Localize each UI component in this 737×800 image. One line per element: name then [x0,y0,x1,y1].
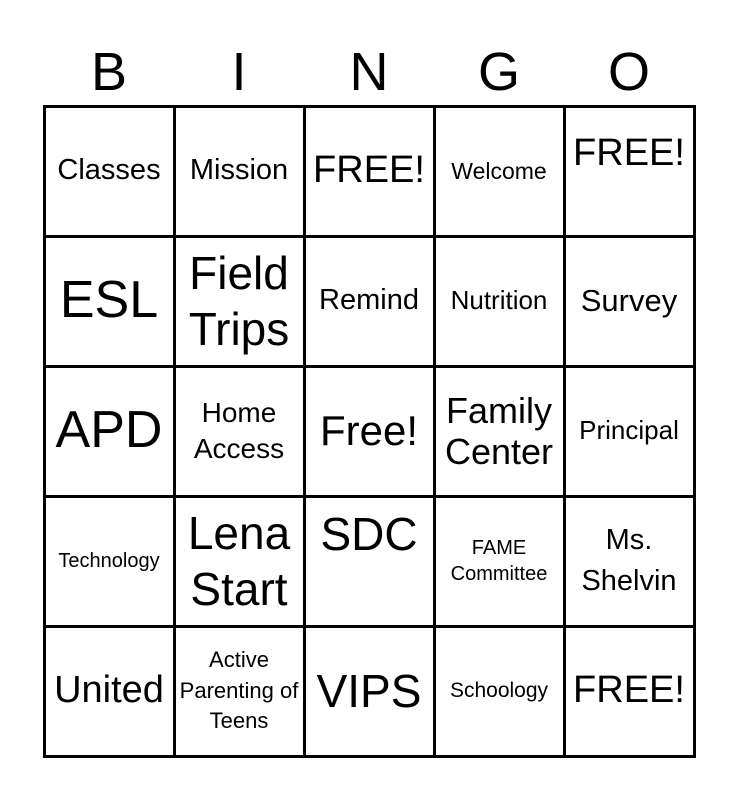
bingo-cell-free[interactable] [563,105,696,238]
bingo-cell[interactable] [173,235,306,368]
cell-label: FAME Committee [450,537,548,585]
bingo-cell[interactable] [43,495,176,628]
bingo-cell[interactable] [303,495,436,628]
cell-label: Classes [57,154,161,187]
bingo-cell[interactable] [563,235,696,368]
bingo-cell[interactable] [43,235,176,368]
bingo-cell[interactable] [173,365,306,498]
cell-label: ESL [59,271,159,330]
cell-label: Lena Start [187,506,291,615]
cell-label: Active Parenting of Teens [179,646,299,734]
cell-label: VIPS [316,664,422,717]
cell-label: Technology [58,550,160,572]
header-letter-b: B [90,42,128,102]
cell-label: Family Center [444,389,554,472]
cell-label: Field Trips [188,246,290,355]
cell-label: Survey [580,283,678,319]
bingo-cell[interactable] [43,365,176,498]
cell-label: Welcome [451,157,547,184]
bingo-cell-free[interactable] [303,365,436,498]
bingo-cell[interactable] [563,365,696,498]
cell-label: FREE! [313,149,425,192]
cell-label: APD [55,401,163,460]
header-letter-o: O [607,42,650,102]
bingo-cell[interactable] [433,625,566,758]
bingo-cell[interactable] [433,235,566,368]
cell-label: Principal [579,415,679,446]
cell-label: SDC [320,507,418,560]
bingo-cell[interactable] [173,495,306,628]
bingo-cell[interactable] [173,105,306,238]
cell-label: Free! [319,407,419,455]
bingo-cell[interactable] [433,365,566,498]
header-letter-g: G [477,42,520,102]
cell-label: Home Access [193,396,285,464]
cell-label: Nutrition [450,285,548,316]
bingo-cell[interactable] [43,105,176,238]
cell-label: Schoology [449,678,549,702]
bingo-board [44,106,694,756]
cell-label: Mission [189,154,289,187]
bingo-cell[interactable] [43,625,176,758]
bingo-cell[interactable] [433,495,566,628]
bingo-cell-free[interactable] [303,105,436,238]
header-letter-i: I [231,42,247,102]
bingo-header [44,40,694,104]
header-letter-n: N [349,42,389,102]
bingo-cell[interactable] [303,235,436,368]
bingo-cell[interactable] [173,625,306,758]
cell-label: Remind [319,284,419,317]
bingo-cell[interactable] [303,625,436,758]
cell-label: Ms. Shelvin [581,524,677,597]
bingo-cell[interactable] [433,105,566,238]
cell-label: FREE! [573,669,685,712]
bingo-cell-free[interactable] [563,625,696,758]
bingo-cell[interactable] [563,495,696,628]
cell-label: FREE! [573,131,685,174]
cell-label: United [54,669,164,712]
